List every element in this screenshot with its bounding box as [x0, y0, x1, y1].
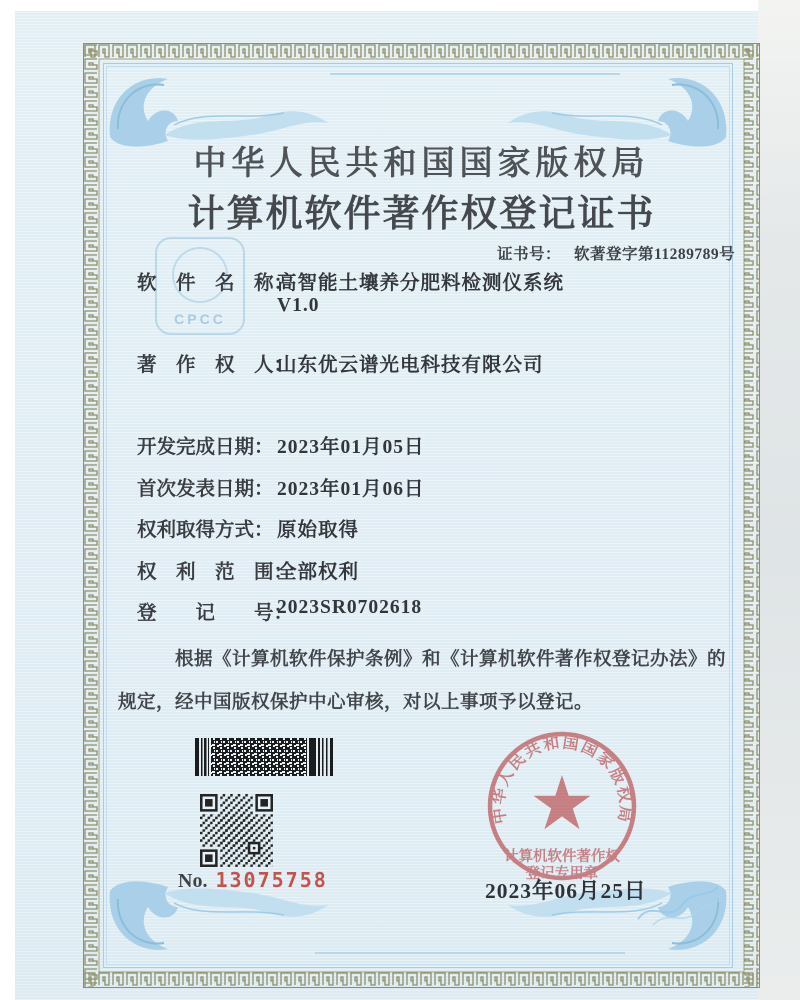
field-row-software-name — [15, 267, 775, 293]
statement-line-2: 规定，经中国版权保护中心审核，对以上事项予以登记。 — [118, 693, 594, 713]
field-value: 2023SR0702618 — [277, 597, 423, 618]
seal-star-icon — [534, 775, 591, 829]
serial-number-line — [178, 868, 328, 893]
official-seal-icon — [477, 721, 647, 891]
field-row-acquisition-method — [15, 514, 775, 540]
issue-date: 2023年06月25日 — [485, 879, 647, 903]
serial-number: 13075758 — [215, 868, 328, 892]
field-label: 软 件 名 称： — [137, 273, 294, 294]
field-value: 全部权利 — [277, 562, 360, 583]
barcode-icon — [195, 738, 345, 776]
scanner-edge — [758, 0, 800, 1000]
certificate-number-value: 软著登字第11289789号 — [574, 246, 736, 263]
field-row-rights-scope — [15, 556, 775, 582]
seal-line-1: 计算机软件著作权 — [504, 849, 620, 865]
field-label: 开发完成日期： — [137, 437, 274, 458]
field-value: 山东优云谱光电科技有限公司 — [277, 355, 544, 376]
cpcc-watermark-text: CPCC — [174, 311, 226, 327]
serial-prefix: No. — [178, 870, 208, 892]
field-label: 首次发表日期： — [137, 479, 274, 500]
authority-title: 中华人民共和国国家版权局 — [193, 146, 650, 182]
seal-arc-text: 中华人民共和国国家版权局 — [490, 734, 634, 825]
field-value: 原始取得 — [277, 520, 360, 541]
certificate-paper — [15, 11, 758, 1000]
field-row-copyright-owner — [15, 349, 775, 375]
field-label: 权利取得方式： — [137, 520, 274, 541]
qr-code-icon — [200, 794, 273, 867]
certificate-title: 计算机软件著作权登记证书 — [187, 194, 656, 235]
statement-line-1: 根据《计算机软件保护条例》和《计算机软件著作权登记办法》的 — [175, 650, 727, 670]
certificate-number-line — [497, 242, 735, 264]
field-label: 登 记 号： — [137, 603, 294, 624]
bottom-guilloche-line — [315, 952, 625, 954]
field-value-version: V1.0 — [277, 295, 320, 316]
certificate-number-label: 证书号： — [497, 246, 562, 263]
field-row-completion-date — [15, 431, 775, 457]
seal-line-2: 登记专用章 — [525, 866, 599, 882]
field-label: 权 利 范 围： — [137, 562, 294, 583]
field-row-registration-number — [15, 597, 775, 623]
field-value: 高智能土壤养分肥料检测仪系统 — [277, 273, 565, 294]
field-row-first-publication-date — [15, 473, 775, 499]
top-guilloche-line — [330, 73, 620, 75]
field-value: 2023年01月06日 — [277, 479, 425, 500]
field-label: 著 作 权 人： — [137, 355, 294, 376]
field-value: 2023年01月05日 — [277, 437, 425, 458]
